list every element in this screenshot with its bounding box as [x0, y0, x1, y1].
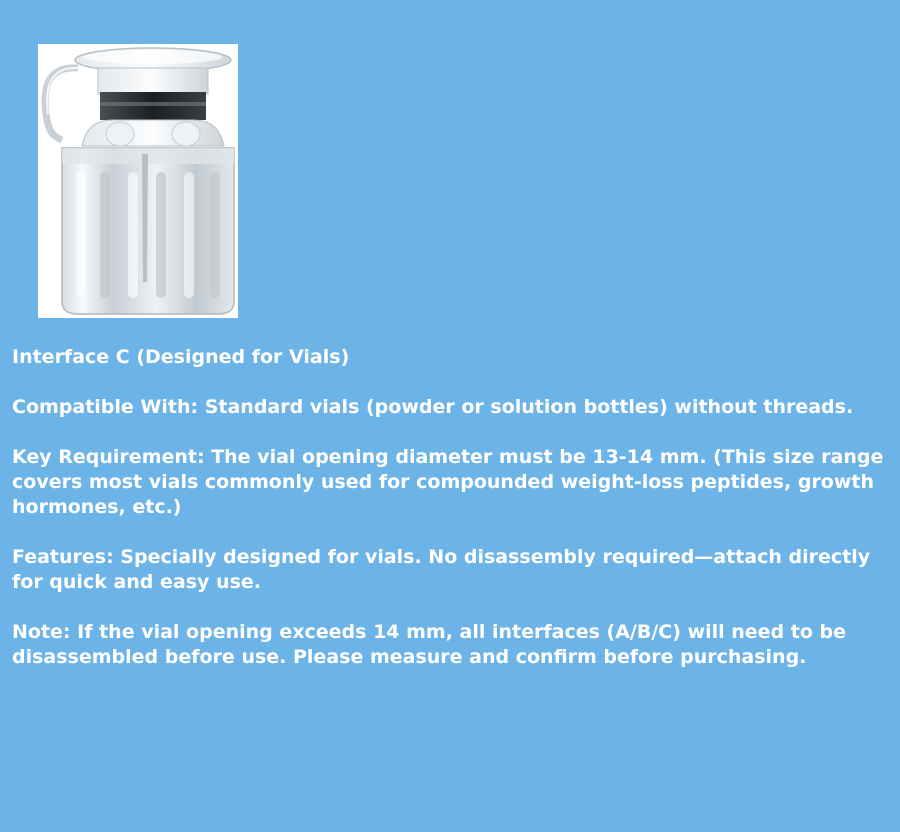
- features-text: Features: Specially designed for vials. No disassembly required—attach directly for quick and easy use.: [12, 546, 871, 593]
- description-block: [12, 345, 896, 695]
- vial-adapter-icon: [38, 44, 238, 318]
- interface-heading: Interface C (Designed for Vials): [12, 346, 350, 368]
- compatible-text: Compatible With: Standard vials (powder or solution bottles) without threads.: [12, 396, 854, 418]
- key-requirement-text: Key Requirement: The vial opening diameter must be 13-14 mm. (This size range covers most vials commonly used for compounded weight-loss peptides, growth hormones, etc.): [12, 446, 884, 518]
- note-text: Note: If the vial opening exceeds 14 mm, all interfaces (A/B/C) will need to be disassembled before use. Please measure and confirm before purchasing.: [12, 621, 846, 668]
